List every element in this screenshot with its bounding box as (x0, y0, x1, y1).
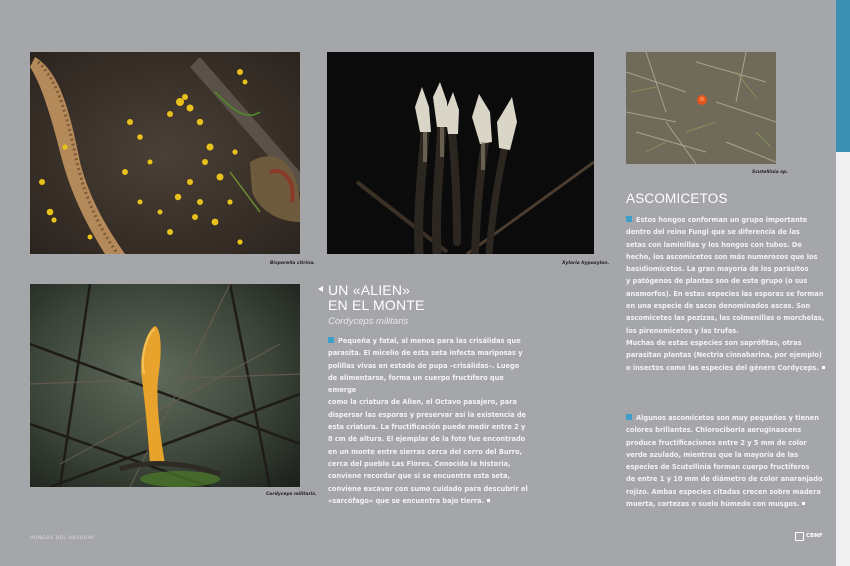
caption-photo1: Bisporella citrina. (270, 261, 315, 266)
body-line: ascomicetes las pezizas, las colmenillas o morchelas, (626, 314, 825, 323)
body-line: Muchas de estas especies son saprófitas, otras (626, 338, 802, 347)
section1-body (328, 335, 528, 507)
body-line: rojizo. Ambas especies citadas crecen sobre madera (626, 487, 821, 496)
body-line: setas con laminillas y los hongos con tubos. De (626, 240, 802, 249)
photo-scutellinia (626, 52, 776, 164)
body-line: polillas vivas en estado de pupa –crisálidas–. Luego (328, 361, 520, 370)
section-pointer-icon (318, 286, 323, 292)
body-line: conviene recordar que si se encuentra esta seta, (328, 472, 510, 481)
photo-bisporella (30, 52, 300, 254)
footer-logo-text: CBNF (806, 533, 823, 539)
caption-photo3: Cordyceps militaris. (266, 492, 317, 497)
end-marker-icon (822, 366, 825, 369)
body-line: anamorfos). En estas especies las esporas se forman (626, 289, 824, 298)
body-line: dispersar las esporas y preservar así la existencia de (328, 410, 527, 419)
body-line: de entre 1 y 10 mm de diámetro de color anaranjado (626, 475, 823, 484)
section2-para1 (626, 214, 826, 374)
footer-publication-name: HONGOS DEL URUGUAY (30, 536, 95, 541)
section1-title-line1: UN «ALIEN» (328, 282, 411, 298)
end-marker-icon (487, 499, 490, 502)
body-line: Pequeña y fatal, al menos para las crisálidas que (328, 335, 528, 347)
body-line: «sarcófago» que se encuentra bajo tierra. (328, 495, 528, 507)
photo-cordyceps (30, 284, 300, 487)
body-line: en una especie de sacos denominados ascas. Son (626, 302, 811, 311)
logo-icon (795, 532, 804, 541)
body-line: los pirenomicetos y las trufas. (626, 326, 739, 335)
section1-title (328, 283, 425, 313)
body-line: o insectos como las especies del género Cordyceps. (626, 362, 826, 374)
body-line: 8 cm de altura. El ejemplar de la foto fue encontrado (328, 435, 526, 444)
body-line: dentro del reino Fungi que se diferencia de las (626, 228, 800, 237)
paragraph-marker-icon (328, 337, 334, 343)
body-line: produce fructificaciones entre 2 y 5 mm de color (626, 438, 807, 447)
body-line: en un monte entre sierras cerca del cerro del Burro, (328, 447, 523, 456)
body-line: especies de Scutellinia forman cuerpo fructíferos (626, 463, 810, 472)
section2-title: ASCOMICETOS (626, 191, 728, 206)
body-line: y patógenos de plantas son de este grupo (o sus (626, 277, 808, 286)
photo-scutellinia-image (626, 52, 776, 164)
body-line: como la criatura de Alien, el Octavo pasajero, para (328, 398, 517, 407)
section2-para2 (626, 412, 826, 510)
body-line: muerta, cortezas o suelo húmedo con musgos. (626, 498, 826, 510)
caption-photo4: Scutellinia sp. (752, 170, 788, 175)
section-tab-marker (836, 0, 850, 152)
paragraph-marker-icon (626, 414, 632, 420)
body-line: conviene excavar con sumo cuidado para descubrir el (328, 484, 528, 493)
photo-bisporella-image (30, 52, 300, 254)
body-line: cerca del pueblo Las Flores. Conocida la historia, (328, 459, 511, 468)
section1-subtitle: Cordyceps militaris (328, 316, 409, 327)
photo-xylaria (327, 52, 594, 254)
body-line: esta criatura. La fructificación puede medir entre 2 y (328, 423, 526, 432)
photo-xylaria-image (327, 52, 594, 254)
body-line: parasitan plantas (Nectria cinnabarina, por ejemplo) (626, 351, 822, 360)
body-line: verde azulado, mientras que la mayoría de las (626, 450, 799, 459)
section1-title-line2: EN EL MONTE (328, 297, 425, 313)
body-line: basidiomicetos. La gran mayoría de los parásitos (626, 265, 809, 274)
body-line: de alimentarse, forma un cuerpo fructífero que emerge (328, 373, 504, 395)
body-line: Algunos ascomicetos son muy pequeños y tienen (626, 412, 826, 424)
body-line: Estos hongos conforman un grupo importante (626, 214, 826, 226)
body-line: colores brillantes. Chlorociboria aeruginascens (626, 426, 802, 435)
caption-photo2: Xylaria hypoxylon. (562, 261, 610, 266)
paragraph-marker-icon (626, 216, 632, 222)
body-line: hecho, los ascomicetos son más numerosos que los (626, 252, 818, 261)
end-marker-icon (802, 502, 805, 505)
photo-cordyceps-image (30, 284, 300, 487)
body-line: parasita. El micelio de esta seta infecta mariposas y (328, 349, 523, 358)
